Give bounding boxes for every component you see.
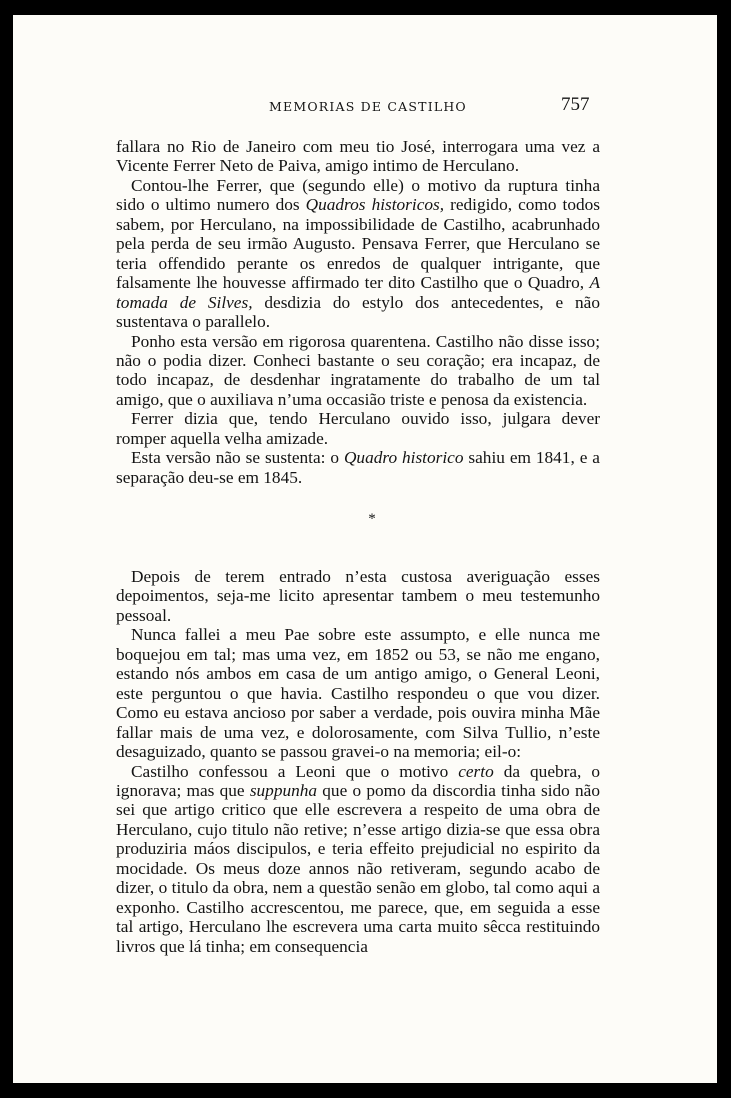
italic-certo: certo — [458, 761, 494, 781]
paragraph-ferrer-said: Ferrer dizia que, tendo Herculano ouvido isso, julgara dever romper aquella velha amizade. — [116, 409, 600, 448]
running-title: MEMORIAS DE CASTILHO — [269, 99, 467, 114]
text-section-2 — [116, 567, 600, 956]
page-header — [13, 94, 717, 119]
paragraph-text: que o pomo da discordia tinha sido não sei que artigo critico que elle escrevera a respeito de uma obra de Herculano, cujo titulo não retive; n’esse artigo dizia-se que essa obra produziria máos discipulos, e teria effeito prejudicial no espirito da mocidade. Os meus doze annos não retiveram, segundo acabo de dizer, o titulo da obra, nem a questão senão em globo, tal como aqui a exponho. Castilho accrescentou, me parece, que, em seguida a esse tal artigo, Herculano lhe escrevera uma carta muito sêcca restituindo livros que lá tinha; em consequencia — [116, 780, 600, 956]
paragraph-text: redigido, como todos sabem, por Herculano, na impossibilidade de Castilho, acabrunhado pela perda de seu irmão Augusto. Pensava Ferrer, que Herculano se teria offendido perante os enredos de qualquer intrigante, que falsamente lhe houvesse affirmado ter dito Castilho que o Quadro, — [116, 195, 600, 293]
paragraph-text: Contou-lhe Ferrer, que (segundo elle) o motivo da ruptura tinha sido o ultimo numero dos — [116, 175, 600, 215]
paragraph-castilho-confessed — [116, 762, 600, 957]
italic-suppunha: suppunha — [249, 780, 318, 800]
paragraph-testimony-intro: Depois de terem entrado n’esta custosa averiguação esses depoimentos, seja-me licito apresentar tambem o meu testemunho pessoal. — [116, 567, 600, 625]
italic-quadro-historico: Quadro historico — [343, 448, 464, 468]
text-section-1 — [116, 137, 600, 487]
italic-title-quadros: Quadros historicos, — [305, 195, 445, 215]
paragraph-dates — [116, 448, 600, 487]
paragraph-leoni-visit: Nunca fallei a meu Pae sobre este assumpto, e elle nunca me boquejou em tal; mas uma vez, em 1852 ou 53, se não me engano, estando nós ambos em casa de um antigo amigo, o General Leoni, este perguntou o que havia. Castilho respondeu o que vou dizer. Como eu estava ancioso por saber a verdade, pois ouvira minha Mãe fallar mais de uma vez, e dolorosamente, com Silva Tullio, n’este desaguizado, quanto se passou gravei-o na memoria; eil-o: — [116, 625, 600, 762]
paragraph-text: da quebra, o ignorava; mas que — [116, 761, 601, 800]
paragraph-text: Castilho confessou a Leoni que o motivo — [131, 761, 459, 781]
section-separator-asterisk: * — [368, 511, 376, 527]
italic-title-silves: A tomada de Silves, — [116, 273, 600, 312]
paragraph-text: Esta versão não se sustenta: o — [131, 448, 344, 468]
paragraph-quarantine: Ponho esta versão em rigorosa quarentena. Castilho não disse isso; não o podia dizer. Conheci bastante o seu coração; era incapaz, de todo incapaz, de desdenhar ingratamente do trabalho de um tal amigo, que o auxiliava n’uma occasião triste e penosa da existencia. — [116, 331, 600, 409]
book-page — [13, 15, 717, 1083]
paragraph-text: sahiu em 1841, e a separação deu-se em 1845. — [116, 448, 600, 487]
page-number: 757 — [561, 94, 590, 115]
paragraph-ferrer-account — [116, 176, 600, 332]
paragraph-text: desdizia do estylo dos antecedentes, e não sustentava o parallelo. — [116, 292, 600, 332]
paragraph-continued: fallara no Rio de Janeiro com meu tio José, interrogara uma vez a Vicente Ferrer Neto de Paiva, amigo intimo de Herculano. — [116, 137, 600, 176]
